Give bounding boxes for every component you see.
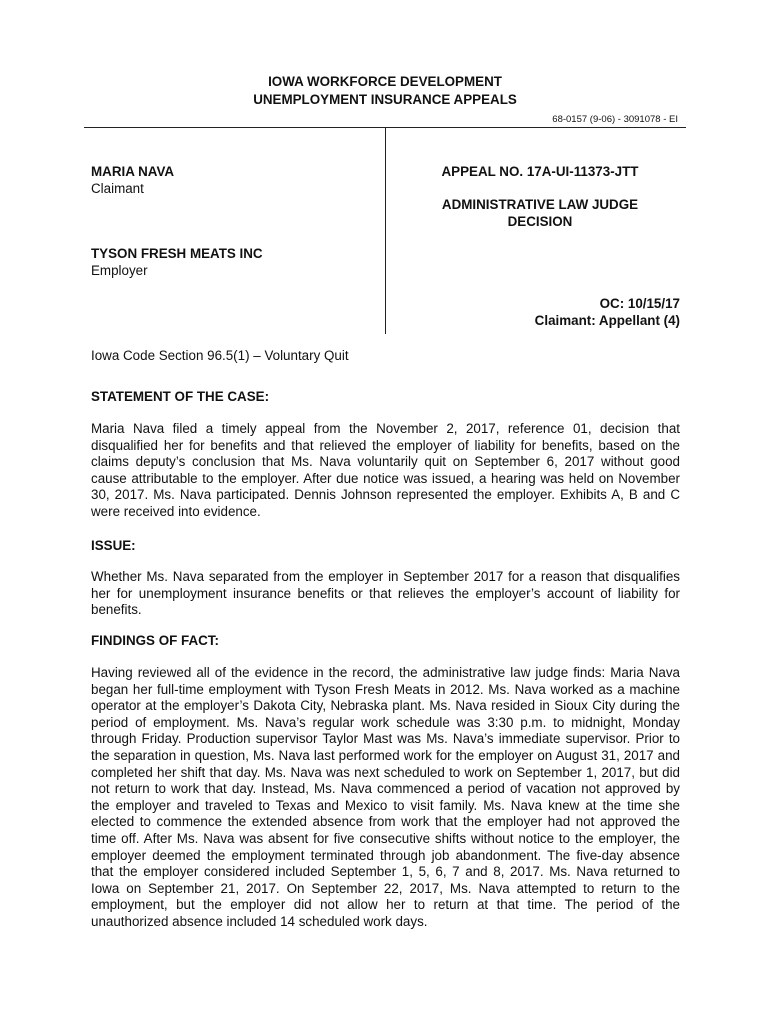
- statement-paragraph: Maria Nava filed a timely appeal from the November 2, 2017, reference 01, decision that disqualified her for benefits and that relieved the employer of liability for benefits, based on the claims deputy’s conclusion that Ms. Nava voluntarily quit on September 6, 2017 without good cause attributable to the employer. After due notice was issued, a hearing was held on November 30, 2017. Ms. Nava participated. Dennis Johnson represented the employer. Exhibits A, B and C were received into evidence.: [91, 421, 680, 519]
- division-title: UNEMPLOYMENT INSURANCE APPEALS: [253, 92, 517, 107]
- claimant-name: MARIA NAVA: [91, 164, 175, 179]
- statement-heading: STATEMENT OF THE CASE:: [91, 389, 270, 404]
- decision-title-line2: DECISION: [507, 214, 573, 229]
- issue-heading: ISSUE:: [91, 538, 136, 553]
- findings-paragraph: Having reviewed all of the evidence in the record, the administrative law judge finds: Maria Nava began her full-time employment with Tyson Fresh Meats in 2012. Ms. Nava worked as a machine operator at the employer’s Dakota City, Nebraska plant. Ms. Nava resided in Sioux City during the period of employment. Ms. Nava’s regular work schedule was 3:30 p.m. to midnight, Monday through Friday. Production supervisor Taylor Mast was Ms. Nava’s immediate supervisor. Prior to the separation in question, Ms. Nava last performed work for the employer on August 31, 2017 and completed her shift that day. Ms. Nava was next scheduled to work on September 1, 2017, but did not return to work that day. Instead, Ms. Nava commenced a period of vacation not approved by the employer and traveled to Texas and Mexico to visit family. Ms. Nava knew at the time she elected to commence the extended absence from work that the employer had not approved the time off. After Ms. Nava was absent for five consecutive shifts without notice to the employer, the employer deemed the employment terminated through job abandonment. The five-day absence that the employer considered included September 1, 5, 6, 7 and 8, 2017. Ms. Nava returned to Iowa on September 21, 2017. On September 22, 2017, Ms. Nava attempted to return to the employment, but the employer did not allow her to return at that time. The period of the unauthorized absence included 14 scheduled work days.: [91, 665, 680, 929]
- code-section: Iowa Code Section 96.5(1) – Voluntary Quit: [91, 348, 349, 363]
- agency-title: IOWA WORKFORCE DEVELOPMENT: [268, 74, 502, 89]
- issue-paragraph: Whether Ms. Nava separated from the employer in September 2017 for a reason that disqualifies her for unemployment insurance benefits or that relieves the employer’s account of liability for benefits.: [91, 569, 680, 618]
- form-code: 68-0157 (9-06) - 3091078 - EI: [552, 114, 678, 125]
- oc-date: OC: 10/15/17: [599, 296, 680, 311]
- decision-title-line1: ADMINISTRATIVE LAW JUDGE: [441, 197, 639, 212]
- claimant-status: Claimant: Appellant (4): [534, 313, 680, 328]
- employer-name: TYSON FRESH MEATS INC: [91, 246, 263, 261]
- employer-role: Employer: [91, 263, 148, 278]
- claimant-role: Claimant: [91, 181, 144, 196]
- findings-heading: FINDINGS OF FACT:: [91, 633, 219, 648]
- appeal-number: APPEAL NO. 17A-UI-11373-JTT: [441, 164, 639, 179]
- column-divider: [385, 127, 386, 334]
